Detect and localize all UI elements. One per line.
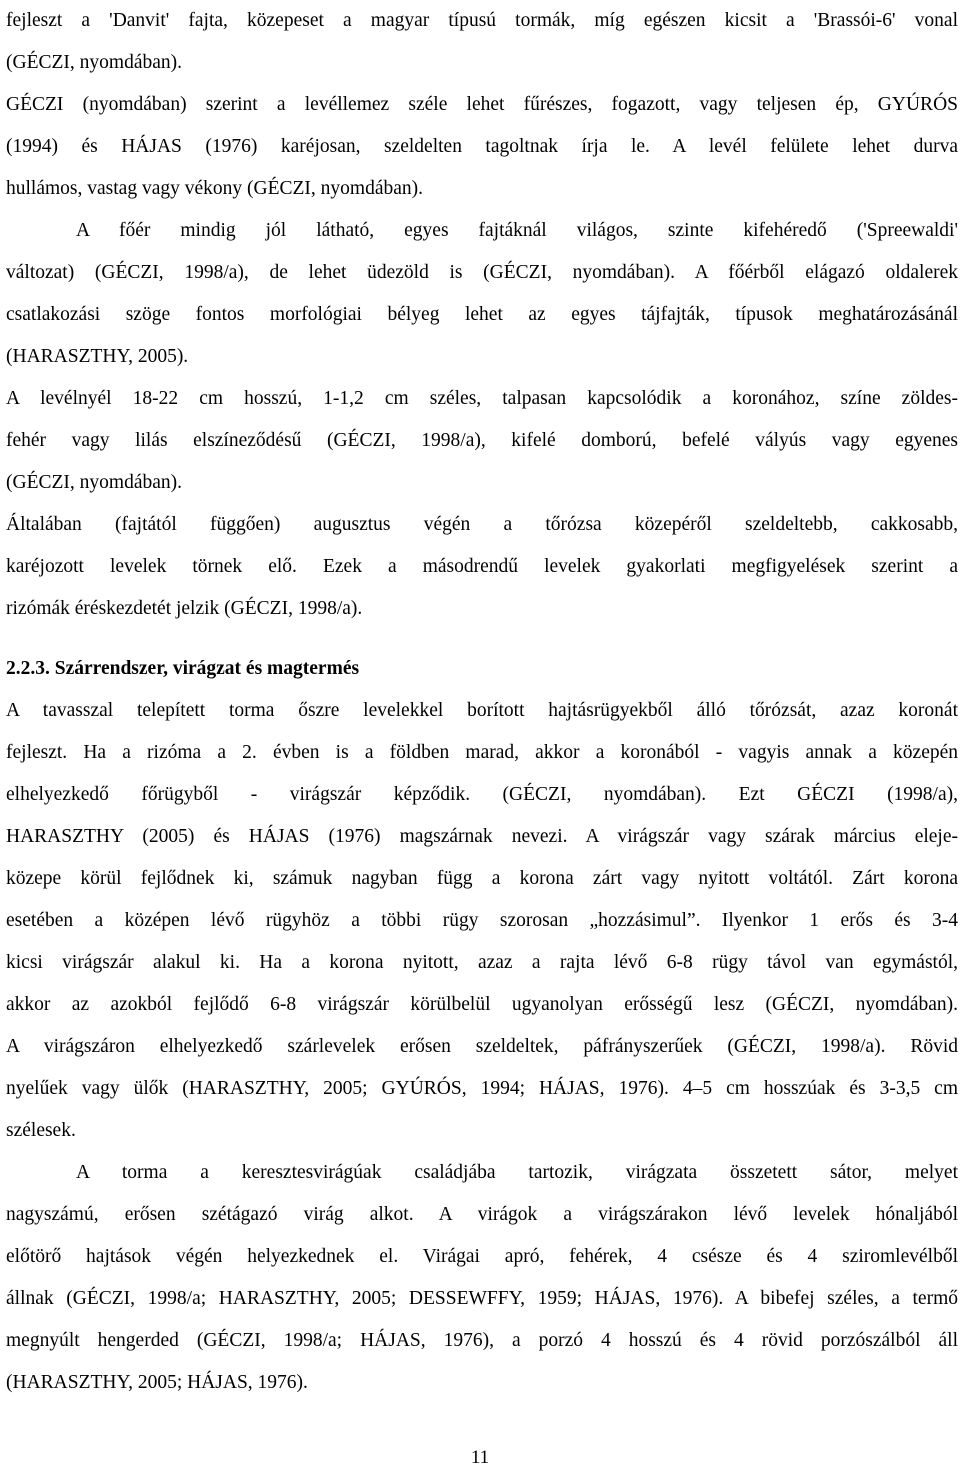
text-line: állnak (GÉCZI, 1998/a; HARASZTHY, 2005; DESSEWFFY, 1959; HÁJAS, 1976). A bibefej széles, a termő	[6, 1288, 958, 1309]
text-line: rizómák éréskezdetét jelzik (GÉCZI, 1998/a).	[6, 598, 363, 619]
text-line: A virágszáron elhelyezkedő szárlevelek erősen szeldeltek, páfrányszerűek (GÉCZI, 1998/a). Rövid	[6, 1036, 958, 1057]
text-line: megnyúlt hengerded (GÉCZI, 1998/a; HÁJAS, 1976), a porzó 4 hosszú és 4 rövid porzószálból áll	[6, 1330, 958, 1351]
text-line: (HARASZTHY, 2005; HÁJAS, 1976).	[6, 1372, 308, 1393]
text-line: fehér vagy lilás elszíneződésű (GÉCZI, 1998/a), kifelé domború, befelé vályús vagy egyenes	[6, 430, 958, 451]
page-number: 11	[470, 1447, 490, 1468]
text-line: akkor az azokból fejlődő 6-8 virágszár körülbelül ugyanolyan erősségű lesz (GÉCZI, nyomdában).	[6, 994, 958, 1015]
section-spacer	[6, 630, 958, 648]
text-line: A levélnyél 18-22 cm hosszú, 1-1,2 cm széles, talpasan kapcsolódik a koronához, színe zöldes-	[6, 388, 958, 409]
text-line: GÉCZI (nyomdában) szerint a levéllemez széle lehet fűrészes, fogazott, vagy teljesen ép, GYÚRÓS	[6, 94, 958, 115]
text-line: karéjozott levelek törnek elő. Ezek a másodrendű levelek gyakorlati megfigyelések szerint a	[6, 556, 958, 577]
text-line: hullámos, vastag vagy vékony (GÉCZI, nyomdában).	[6, 178, 423, 199]
text-line: esetében a középen lévő rügyhöz a többi rügy szorosan „hozzásimul”. Ilyenkor 1 erős és 3-4	[6, 910, 958, 931]
text-line: előtörő hajtások végén helyezkednek el. Virágai apró, fehérek, 4 csésze és 4 sziromlevélből	[6, 1246, 958, 1267]
text-line: (GÉCZI, nyomdában).	[6, 472, 182, 493]
text-line: Általában (fajtától függően) augusztus végén a tőrózsa közepéről szeldeltebb, cakkosabb,	[6, 514, 958, 535]
text-line: nagyszámú, erősen szétágazó virág alkot. A virágok a virágszárakon lévő levelek hónaljából	[6, 1204, 958, 1225]
text-line: fejleszt. Ha a rizóma a 2. évben is a földben marad, akkor a koronából - vagyis annak a közepén	[6, 742, 958, 763]
text-line: csatlakozási szöge fontos morfológiai bélyeg lehet az egyes tájfajták, típusok meghatározásánál	[6, 304, 958, 325]
text-line: szélesek.	[6, 1120, 76, 1141]
text-line: (1994) és HÁJAS (1976) karéjosan, szeldelten tagoltnak írja le. A levél felülete lehet durva	[6, 136, 958, 157]
text-line: közepe körül fejlődnek ki, számuk nagyban függ a korona zárt vagy nyitott voltától. Zárt korona	[6, 868, 958, 889]
text-line: (HARASZTHY, 2005).	[6, 346, 189, 367]
text-line: A főér mindig jól látható, egyes fajtáknál világos, szinte kifehéredő ('Spreewaldi'	[76, 220, 958, 241]
document-page	[6, 0, 958, 1404]
text-line: nyelűek vagy ülők (HARASZTHY, 2005; GYÚRÓS, 1994; HÁJAS, 1976). 4–5 cm hosszúak és 3-3,5 cm	[6, 1078, 958, 1099]
text-line: elhelyezkedő főrügyből - virágszár képződik. (GÉCZI, nyomdában). Ezt GÉCZI (1998/a),	[6, 784, 958, 805]
section-heading: 2.2.3. Szárrendszer, virágzat és magtermés	[6, 658, 360, 679]
text-line: HARASZTHY (2005) és HÁJAS (1976) magszárnak nevezi. A virágszár vagy szárak március eleje-	[6, 826, 958, 847]
text-line: fejleszt a 'Danvit' fajta, közepeset a magyar típusú tormák, míg egészen kicsit a 'Brassói-6' vonal	[6, 10, 958, 31]
text-line: változat) (GÉCZI, 1998/a), de lehet üdezöld is (GÉCZI, nyomdában). A főérből elágazó oldalerek	[6, 262, 958, 283]
text-line: A torma a keresztesvirágúak családjába tartozik, virágzata összetett sátor, melyet	[76, 1162, 958, 1183]
text-line: (GÉCZI, nyomdában).	[6, 52, 182, 73]
text-line: A tavasszal telepített torma őszre levelekkel borított hajtásrügyekből álló tőrózsát, azaz koronát	[6, 700, 958, 721]
text-line: kicsi virágszár alakul ki. Ha a korona nyitott, azaz a rajta lévő 6-8 rügy távol van egymástól,	[6, 952, 958, 973]
